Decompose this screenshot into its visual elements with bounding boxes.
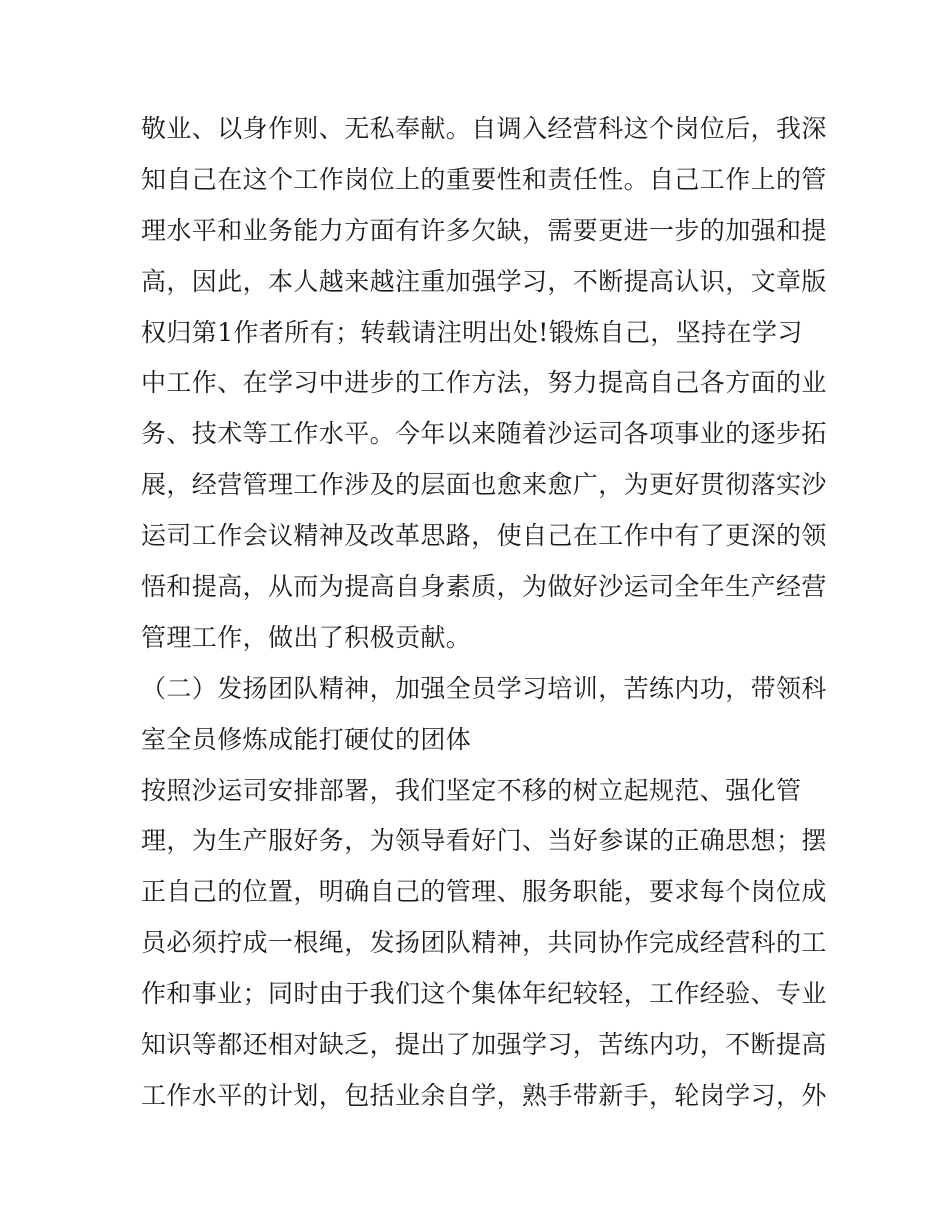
text-line: 运司工作会议精神及改革思路，使自己在工作中有了更深的领 [141,521,827,551]
text-line: 中工作、在学习中进步的工作方法，努力提高自己各方面的业 [141,368,827,398]
section-heading-line: 室全员修炼成能打硬仗的团体 [141,724,472,754]
text-line: 正自己的位置，明确自己的管理、服务职能，要求每个岗位成 [141,877,827,907]
body-text [141,104,827,1122]
text-line: 作和事业；同时由于我们这个集体年纪较轻，工作经验、专业 [141,979,827,1009]
text-line: 员必须拧成一根绳，发扬团队精神，共同协作完成经营科的工 [141,928,827,958]
text-line: 工作水平的计划，包括业余自学，熟手带新手，轮岗学习，外 [141,1080,827,1110]
text-line: 知识等都还相对缺乏，提出了加强学习，苦练内功，不断提高 [141,1030,827,1060]
text-line: 权归第1作者所有；转载请注明出处!锻炼自己，坚持在学习 [141,317,803,347]
text-line: 按照沙运司安排部署，我们坚定不移的树立起规范、强化管 [141,775,802,805]
text-line: 理水平和业务能力方面有许多欠缺，需要更进一步的加强和提 [141,215,827,245]
text-line: 务、技术等工作水平。今年以来随着沙运司各项事业的逐步拓 [141,419,827,449]
text-line: 管理工作，做出了积极贡献。 [141,622,472,652]
text-line: 展，经营管理工作涉及的层面也愈来愈广，为更好贯彻落实沙 [141,470,827,500]
text-line: 高，因此，本人越来越注重加强学习，不断提高认识，文章版 [141,266,827,296]
text-line: 理，为生产服好务，为领导看好门、当好参谋的正确思想；摆 [141,826,827,856]
text-line: 敬业、以身作则、无私奉献。自调入经营科这个岗位后，我深 [141,114,827,143]
text-line: 知自己在这个工作岗位上的重要性和责任性。自己工作上的管 [141,164,827,194]
text-line: 悟和提高，从而为提高自身素质，为做好沙运司全年生产经营 [141,572,827,602]
section-heading-line: （二）发扬团队精神，加强全员学习培训，苦练内功，带领科 [141,673,827,703]
